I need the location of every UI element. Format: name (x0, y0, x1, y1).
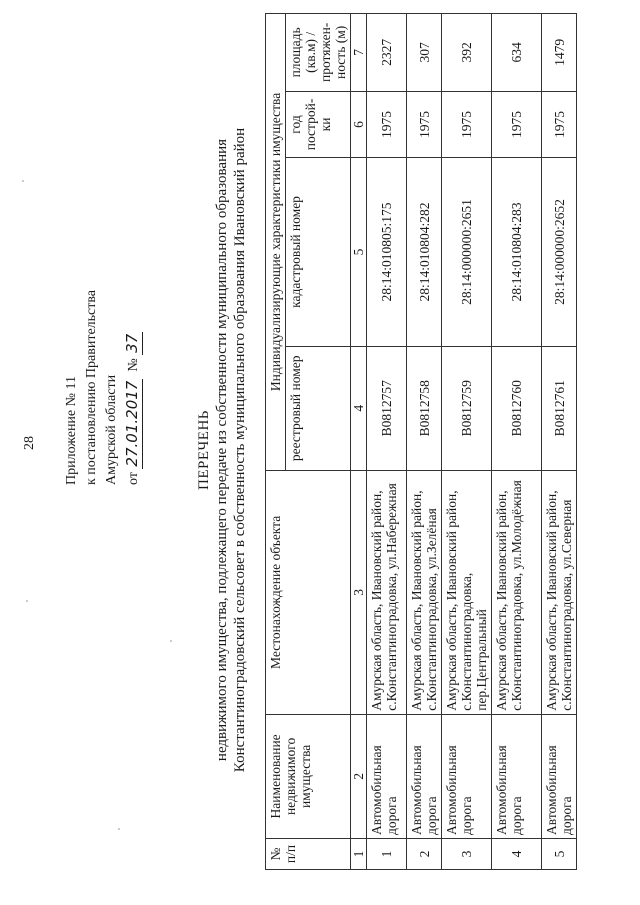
header-registry: реестровый номер (286, 346, 351, 470)
col-index: 5 (351, 158, 367, 346)
cell-cadastral: 28:14:000000:2652 (542, 158, 577, 346)
column-index-row (351, 14, 367, 870)
cell-cadastral: 28:14:010805:175 (367, 158, 407, 346)
header-area: площадь (кв.м) / протяжен-ность (м) (286, 14, 351, 92)
scan-speck (118, 828, 120, 830)
page-number: 28 (22, 436, 37, 450)
title-line-1: недвижимого имущества, подлежащего передаче из собственности муниципального образования (214, 138, 230, 762)
col-index: 3 (351, 470, 367, 714)
cell-location: Амурская область, Ивановский район, с.Константиноградовка, ул.Северная (542, 470, 577, 714)
cell-location: Амурская область, Ивановский район, с.Константиноградовка, ул.Набережная (367, 470, 407, 714)
number-value: 37 (123, 333, 141, 353)
cell-name: Автомобильная дорога (442, 714, 492, 838)
header-name: Наименование недвижимого имущества (266, 714, 351, 838)
cell-no: 3 (442, 838, 492, 869)
document-title: ПЕРЕЧЕНЬ (196, 410, 212, 490)
cell-cadastral: 28:14:010804:282 (407, 158, 442, 346)
scan-speck (26, 600, 28, 602)
cell-registry: В0812759 (442, 346, 492, 470)
appendix-line-3: Амурской области (104, 374, 119, 485)
header-individual: Индивидуализирующие характеристики имущества (266, 14, 286, 471)
title-line-2: Константиноградовский сельсовет в собственность муниципального образования Ивановский район (232, 127, 248, 773)
cell-registry: В0812760 (492, 346, 542, 470)
cell-location: Амурская область, Ивановский район, с.Константиноградовка, ул.Молодёжная (492, 470, 542, 714)
col-index: 7 (351, 14, 367, 92)
header-year: год построй-ки (286, 91, 351, 158)
cell-location: Амурская область, Ивановский район, с.Константиноградовка, пер.Центральный (442, 470, 492, 714)
header-cadastral: кадастровый номер (286, 158, 351, 346)
col-index: 6 (351, 91, 367, 158)
table-row (492, 14, 542, 870)
table-row (542, 14, 577, 870)
cell-year: 1975 (542, 91, 577, 158)
cell-location: Амурская область, Ивановский район, с.Константиноградовка, ул.Зелёная (407, 470, 442, 714)
cell-year: 1975 (367, 91, 407, 158)
cell-area: 392 (442, 14, 492, 92)
cell-registry: В0812757 (367, 346, 407, 470)
cell-year: 1975 (492, 91, 542, 158)
cell-no: 4 (492, 838, 542, 869)
col-index: 1 (351, 838, 367, 869)
cell-year: 1975 (442, 91, 492, 158)
appendix-date-line (122, 290, 144, 485)
cell-no: 2 (407, 838, 442, 869)
cell-cadastral: 28:14:010804:283 (492, 158, 542, 346)
cell-name: Автомобильная дорога (492, 714, 542, 838)
cell-cadastral: 28:14:000000:2651 (442, 158, 492, 346)
cell-area: 2327 (367, 14, 407, 92)
cell-registry: В0812761 (542, 346, 577, 470)
col-index: 2 (351, 714, 367, 838)
cell-name: Автомобильная дорога (407, 714, 442, 838)
scan-speck (22, 180, 24, 182)
appendix-line-2: к постановлению Правительства (84, 289, 99, 485)
scan-speck (170, 640, 172, 642)
table-row (407, 14, 442, 870)
cell-year: 1975 (407, 91, 442, 158)
header-location: Местонахождение объекта (266, 470, 351, 714)
table-row (442, 14, 492, 870)
date-prefix: от (126, 472, 141, 485)
cell-area: 307 (407, 14, 442, 92)
appendix-block (62, 290, 144, 485)
cell-name: Автомобильная дорога (542, 714, 577, 838)
col-index: 4 (351, 346, 367, 470)
cell-registry: В0812758 (407, 346, 442, 470)
appendix-line-1: Приложение № 11 (64, 376, 79, 485)
number-prefix: № (126, 358, 141, 372)
date-value: 27.01.2017 (123, 380, 141, 467)
property-table (265, 13, 577, 870)
cell-name: Автомобильная дорога (367, 714, 407, 838)
table-row (367, 14, 407, 870)
cell-no: 1 (367, 838, 407, 869)
cell-no: 5 (542, 838, 577, 869)
cell-area: 634 (492, 14, 542, 92)
title-block (195, 125, 249, 775)
header-no: № п/п (266, 838, 351, 869)
cell-area: 1479 (542, 14, 577, 92)
